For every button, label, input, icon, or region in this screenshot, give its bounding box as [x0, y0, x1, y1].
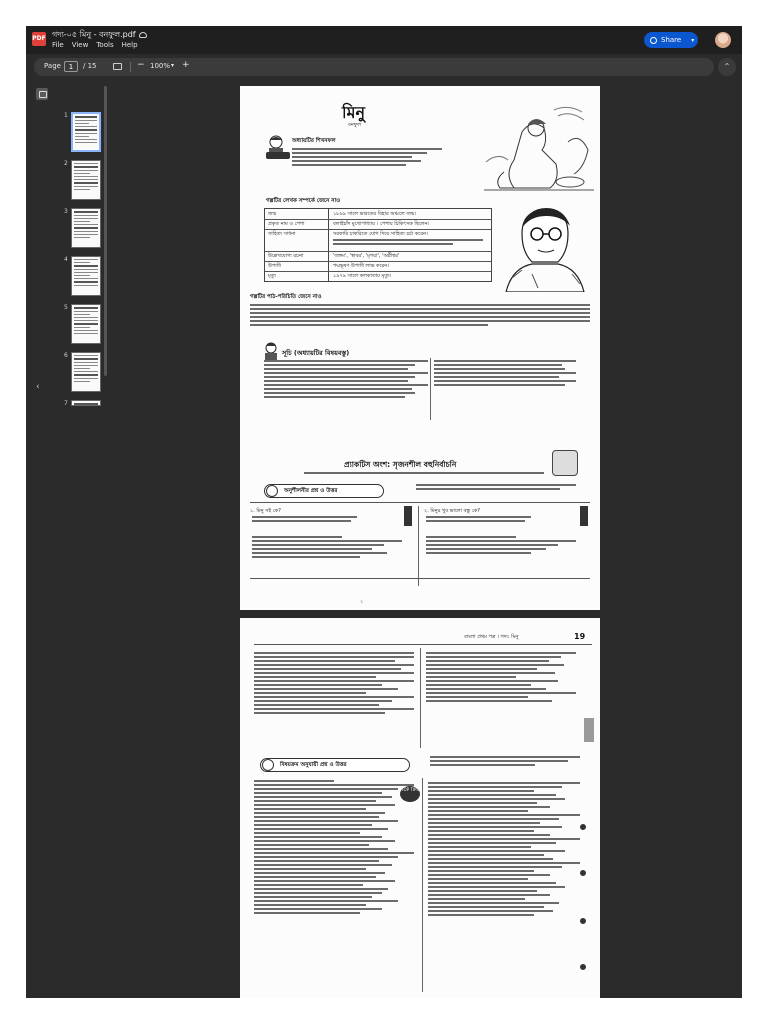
print-icon[interactable] — [113, 63, 122, 70]
pdf-viewer-window — [26, 26, 742, 998]
zoom-dropdown-icon[interactable]: ▾ — [171, 62, 175, 69]
answer-tag — [404, 506, 412, 526]
table-value: 'জঙ্গম', 'স্থাবর', 'মৃগয়া', 'অগ্নীশ্বর' — [333, 253, 400, 259]
woman-illustration — [484, 102, 594, 194]
answer-marker — [580, 964, 586, 970]
left-column-text — [254, 652, 414, 716]
story-summary — [250, 304, 590, 328]
thumbnail-page-4[interactable] — [71, 256, 101, 296]
question-1: ১. মিনু সই কে? — [250, 508, 281, 514]
objectives-list — [292, 148, 442, 168]
side-tab — [584, 718, 594, 742]
topic-heading: বিষয়ক্রম অনুযায়ী প্রশ্ন ও উত্তর — [280, 762, 347, 768]
topic-intro — [430, 756, 580, 768]
table-key: মৃত্যু — [268, 273, 276, 279]
mcq-heading: অনুশীলনীর প্রশ্ন ও উত্তর — [284, 488, 338, 494]
page-number-input[interactable]: 1 — [64, 61, 78, 72]
title-bar — [26, 26, 742, 54]
toolbar-divider — [130, 62, 131, 72]
book-icon — [552, 450, 578, 476]
chevron-left-icon[interactable]: ‹ — [36, 382, 40, 392]
page-title: মিনু — [342, 103, 366, 122]
table-key: উল্লেখযোগ্য রচনা — [268, 253, 304, 259]
answer-marker — [580, 918, 586, 924]
thumbnail-number: 5 — [64, 304, 68, 311]
table-key: প্রকৃত নাম ও পেশা — [268, 221, 305, 227]
table-value: সরকারি চাকরিতে যোগ দিয়ে সাহিত্য চর্চা করেন। — [333, 231, 428, 237]
zoom-in-button[interactable]: + — [182, 60, 190, 70]
short-qa-list — [254, 780, 414, 916]
document-page-1 — [240, 86, 600, 610]
question-1-explanation — [252, 536, 402, 560]
chevron-down-icon[interactable]: ▾ — [691, 36, 695, 44]
top-tips-badge: TOP TIPS — [400, 786, 420, 802]
practice-subline — [304, 472, 544, 476]
menu-tools[interactable]: Tools — [96, 41, 114, 49]
avatar[interactable] — [715, 32, 731, 48]
author-name: বনফুল — [348, 122, 362, 128]
share-label: Share — [661, 36, 682, 44]
menu-file[interactable]: File — [52, 41, 64, 49]
table-value: পদ্মভূষণ উপাধি লাভ করেন। — [333, 263, 390, 269]
thumbnail-page-5[interactable] — [71, 304, 101, 344]
table-value: ১৯৭৯ সালে কলকাতায় মৃত্যু। — [333, 273, 392, 279]
thumbnail-sidebar — [26, 82, 108, 998]
toolbar — [34, 58, 714, 76]
right-column-text — [426, 652, 576, 704]
share-button[interactable] — [644, 32, 698, 48]
document-page-2 — [240, 618, 600, 998]
menu-help[interactable]: Help — [121, 41, 138, 49]
book-icon — [262, 759, 274, 771]
table-value: বলাইচাঁদ মুখোপাধ্যায় । পেশায় চিকিৎসক ছিলেন। — [333, 221, 430, 227]
thumbnail-number: 3 — [64, 208, 68, 215]
mcq-list — [428, 782, 580, 918]
index-right-column — [434, 360, 576, 388]
page-number: ২ — [360, 599, 364, 605]
zoom-out-button[interactable]: − — [137, 60, 145, 70]
thumbnail-page-2[interactable] — [71, 160, 101, 200]
question-2: ২. মিনুর খুব ভালো বন্ধু কে? — [424, 508, 481, 514]
sidebar-scrollbar[interactable] — [104, 86, 107, 376]
thumbnail-number: 7 — [64, 400, 68, 407]
thumbnail-number: 1 — [64, 112, 68, 119]
menu-view[interactable]: View — [71, 41, 89, 49]
sidebar-toggle-icon[interactable] — [36, 88, 48, 100]
cartoon-student-icon — [262, 342, 280, 362]
table-value: ১৮৯৯ সালে ভারতের বিহার অঞ্চলে জন্ম। — [333, 211, 417, 217]
chevron-up-icon[interactable]: ⌃ — [718, 58, 736, 76]
question-1-options — [252, 516, 402, 524]
thumbnail-page-6[interactable] — [71, 352, 101, 392]
menu-bar — [52, 41, 138, 49]
mcq-intro — [416, 484, 576, 492]
pencil-icon — [266, 485, 278, 497]
answer-marker — [580, 824, 586, 830]
thumbnail-number: 6 — [64, 352, 68, 359]
answer-tag — [580, 506, 588, 526]
table-key: উপাধি — [268, 263, 281, 269]
pdf-file-icon: PDF — [32, 32, 46, 46]
author-info-table — [264, 208, 492, 282]
thumbnail-page-1[interactable] — [71, 112, 101, 152]
thumbnail-page-7[interactable] — [71, 400, 101, 406]
page-label: Page — [44, 62, 61, 70]
story-heading: গল্পটির পাঠ-পরিচিতি জেনে নাও — [250, 294, 322, 300]
document-title[interactable]: গদ্য-০৫ মিনু - বনফুল.pdf — [52, 29, 147, 42]
practice-heading: প্র্যাকটিস অংশ: সৃজনশীল বহুনির্বাচনি — [344, 460, 457, 469]
question-2-options — [426, 516, 576, 524]
author-portrait — [502, 204, 586, 292]
question-2-explanation — [426, 536, 576, 556]
thumbnail-number: 4 — [64, 256, 68, 263]
index-heading: সূচি (অধ্যায়টির বিষয়বস্তু) — [282, 349, 350, 357]
answer-marker — [580, 870, 586, 876]
page-header: বাংলা প্রথম পত্র । গদ্য: মিনু — [464, 634, 519, 640]
thumbnail-page-3[interactable] — [71, 208, 101, 248]
label-badge — [266, 152, 290, 159]
objectives-heading: অধ্যায়টির শিখনফল — [292, 138, 336, 144]
index-left-column — [264, 360, 428, 400]
table-key: জন্ম — [268, 211, 277, 217]
thumbnail-number: 2 — [64, 160, 68, 167]
globe-icon — [650, 37, 657, 44]
author-info-heading: গল্পটির লেখক সম্পর্কে জেনে নাও — [266, 198, 341, 204]
page-total: / 15 — [83, 62, 97, 70]
zoom-level[interactable]: 100% — [150, 62, 171, 70]
cloud-icon[interactable] — [139, 32, 147, 38]
page-number: 19 — [574, 632, 586, 641]
table-key: সাহিত্য সাধনা — [268, 231, 296, 237]
